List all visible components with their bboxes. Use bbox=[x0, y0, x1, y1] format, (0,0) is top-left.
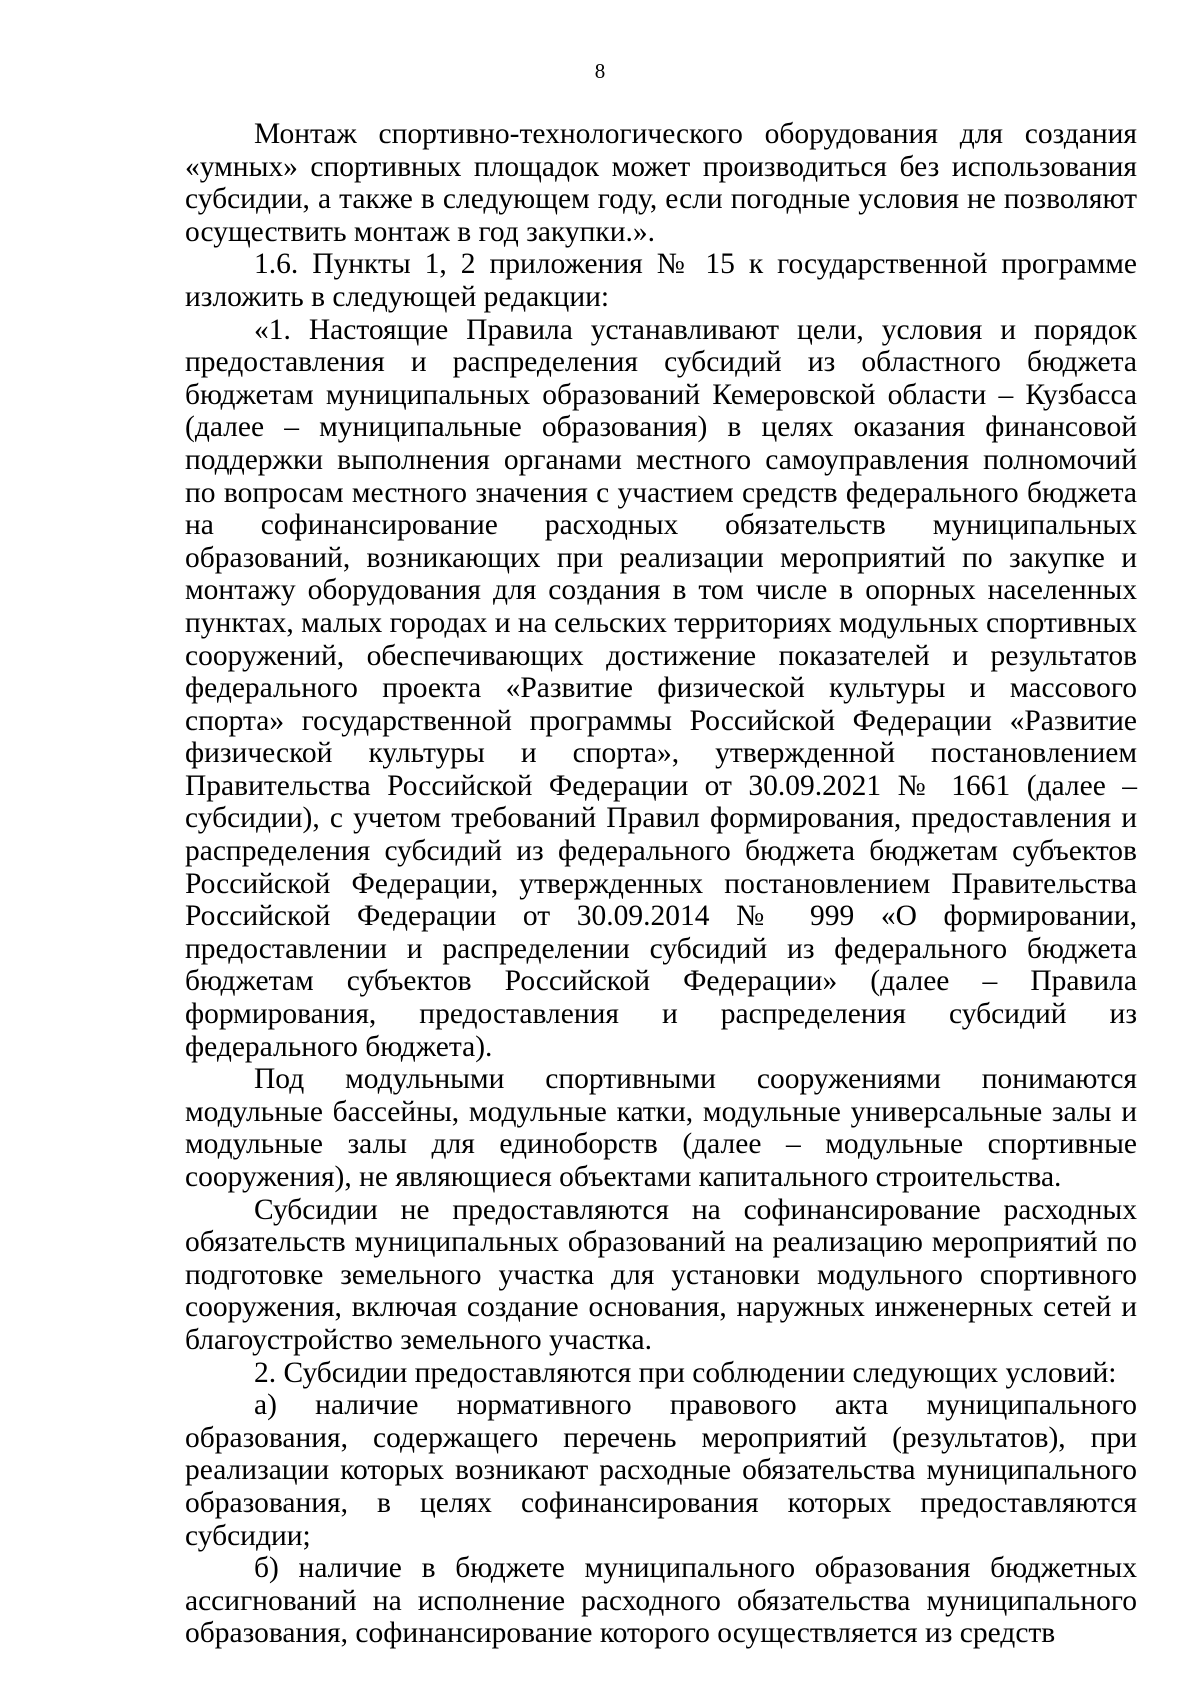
paragraph-item-1-6: 1.6. Пункты 1, 2 приложения № 15 к государственной программе изложить в следующей редакции: bbox=[185, 248, 1137, 313]
paragraph-modular-facilities-definition: Под модульными спортивными сооружениями понимаются модульные бассейны, модульные катки, модульные универсальные залы и модульные залы для единоборств (далее – модульные спортивные сооружения), не являющиеся объектами капитального строительства. bbox=[185, 1063, 1137, 1193]
paragraph-subsidy-exclusions: Субсидии не предоставляются на софинансирование расходных обязательств муниципальных образований на реализацию мероприятий по подготовке земельного участка для установки модульного спортивного сооружения, включая создание основания, наружных инженерных сетей и благоустройство земельного участка. bbox=[185, 1193, 1137, 1356]
paragraph-condition-b: б) наличие в бюджете муниципального образования бюджетных ассигнований на исполнение расходного обязательства муниципального образования, софинансирование которого осуществляется из средств bbox=[185, 1552, 1137, 1650]
page-number: 8 bbox=[594, 59, 606, 83]
paragraph-montage-smart-grounds: Монтаж спортивно-технологического оборудования для создания «умных» спортивных площадок может производиться без использования субсидии, а также в следующем году, если погодные условия не позволяют осуществить монтаж в год закупки.». bbox=[185, 118, 1137, 248]
paragraph-condition-a: а) наличие нормативного правового акта муниципального образования, содержащего перечень мероприятий (результатов), при реализации которых возникают расходные обязательства муниципального образования, в целях софинансирования которых предоставляются субсидии; bbox=[185, 1389, 1137, 1552]
document-body bbox=[185, 118, 1137, 1650]
paragraph-rules-point-2: 2. Субсидии предоставляются при соблюдении следующих условий: bbox=[254, 1356, 1117, 1389]
paragraph-rules-point-1: «1. Настоящие Правила устанавливают цели, условия и порядок предоставления и распределения субсидий из областного бюджета бюджетам муниципальных образований Кемеровской области – Кузбасса (далее – муниципальные образования) в целях оказания финансовой поддержки выполнения органами местного самоуправления полномочий по вопросам местного значения с участием средств федерального бюджета на софинансирование расходных обязательств муниципальных образований, возникающих при реализации мероприятий по закупке и монтажу оборудования для создания в том числе в опорных населенных пунктах, малых городах и на сельских территориях модульных спортивных сооружений, обеспечивающих достижение показателей и результатов федерального проекта «Развитие физической культуры и массового спорта» государственной программы Российской Федерации «Развитие физической культуры и спорта», утвержденной постановлением Правительства Российской Федерации от 30.09.2021 № 1661 (далее – субсидии), с учетом требований Правил формирования, предоставления и распределения субсидий из федерального бюджета бюджетам субъектов Российской Федерации, утвержденных постановлением Правительства Российской Федерации от 30.09.2014 № 999 «О формировании, предоставлении и распределении субсидий из федерального бюджета бюджетам субъектов Российской Федерации» (далее – Правила формирования, предоставления и распределения субсидий из федерального бюджета). bbox=[185, 313, 1137, 1063]
